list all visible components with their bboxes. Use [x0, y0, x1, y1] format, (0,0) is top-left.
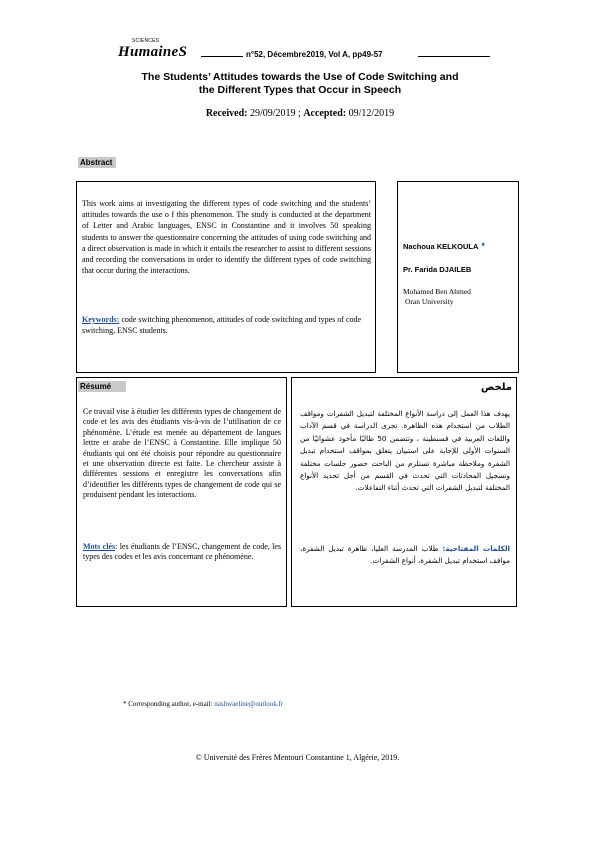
author-email-link[interactable]: nashwaeline@outlook.fr [214, 700, 284, 708]
arabic-keywords-text: طلاب المدرسة العليا، ظاهرة تبديل الشفرة، مواقف استخدام تبديل الشفرة، أنواع الشفرات. [300, 544, 510, 566]
corresponding-footnote [123, 700, 283, 708]
author-name [403, 241, 485, 251]
author-name-text: Nachoua KELKOULA [403, 242, 479, 251]
author-affiliation [403, 287, 471, 307]
header-rule-left [201, 56, 243, 57]
corresponding-star: * [481, 241, 485, 251]
accepted-label: Accepted: [303, 108, 347, 119]
supervisor-name: Pr. Farida DJAILEB [403, 265, 472, 274]
keywords-text: code switching phenomenon, attitudes of code switching and types of code switching, ENSC students. [82, 315, 362, 336]
received-date: 29/09/2019 [249, 108, 296, 119]
issue-info: n°52, Décembre2019, Vol A, pp49-57 [246, 50, 383, 59]
copyright-line: © Université des Frères Mentouri Constantine 1, Algérie, 2019. [195, 753, 400, 762]
mots-cles-text: : les étudiants de l’ENSC, changement de code, les types des codes et les avis concernant ce phénomène. [83, 542, 281, 562]
abstract-heading: Abstract [78, 157, 116, 168]
arabic-keywords-label: الكلمات المفتاحية: [442, 544, 510, 553]
affiliation-line2: Oran University [405, 297, 454, 306]
arabic-abstract-heading: ملخص [480, 382, 512, 393]
logo-main-text: HumaineS [118, 44, 188, 60]
resume-text: Ce travail vise à étudier les différents types de changement de code et les avis des étudiants vis-à-vis de l’utilisation de ce phénomène. L’étude est menée au département de langues lettre et arabe de l’ENSC à Constantine. Elle implique 50 étudiants qui ont été choisis pour répondre au questionnaire et une observation directe est faite. Le chercheur assiste à différentes sessions et enregistre les conversations afin d’identifier les différents types de changement de code qui se produisent pendant les interactions. [83, 407, 281, 500]
received-label: Received: [205, 108, 248, 119]
mots-cles-label: Mots clés [83, 542, 116, 551]
footnote-text: * Corresponding author, e-mail: [123, 700, 213, 708]
resume-heading: Résumé [78, 381, 126, 392]
affiliation-line1: Mohamed Ben Ahmed [403, 287, 471, 296]
keywords-label: Keywords: [82, 315, 120, 324]
paper-title [100, 71, 500, 97]
paper-title-line1: The Students’ Attitudes towards the Use of Code Switching and [141, 71, 459, 83]
arabic-keywords [300, 543, 510, 568]
abstract-text: This work aims at investigating the different types of code switching and the students’ attitudes towards the use o f this phenomenon. The study is conducted at the department of Letter and Arabic languages, ENSC in Constantine and it involves 50 speaking students to answer the questionnaire concerning the attitudes of using code switching and a direct observation is made in which it entails the researcher to assist to different sessions and recording the conversations in order to identify the different types of code switching that occur during the interactions. [82, 199, 371, 276]
dates-line [100, 108, 500, 119]
paper-title-line2: the Different Types that Occur in Speech [198, 84, 402, 96]
journal-logo [118, 40, 200, 64]
abstract-keywords [82, 314, 371, 336]
resume-keywords [83, 542, 281, 563]
dates-separator: ; [298, 108, 301, 119]
arabic-abstract-text: يهدف هذا العمل إلى دراسة الأنواع المختلفة لتبديل الشفرات ومواقف الطلاب من استخدام هذه الظاهرة. تجرى الدراسة في قسم الآداب واللغات العربية في قسنطينة ، وتتضمن 50 طالبًا مأخوذ عشوائيًا من السنوات الأولى للإجابة على استبيان يتعلق بمواقف استخدام تبديل الشفرة وملاحظة مباشرة تستلزم من الباحث حضور جلسات مختلفة وتسجيل المحادثات التي تحدث في القسم من أجل تحديد الأنواع المختلفة لتبديل الشفرات التي تحدث أثناء التفاعلات. [300, 409, 510, 493]
accepted-date: 09/12/2019 [348, 108, 395, 119]
author-box [397, 181, 519, 373]
logo-small-text: SCIENCES [132, 38, 160, 44]
header-rule-right [418, 56, 490, 57]
